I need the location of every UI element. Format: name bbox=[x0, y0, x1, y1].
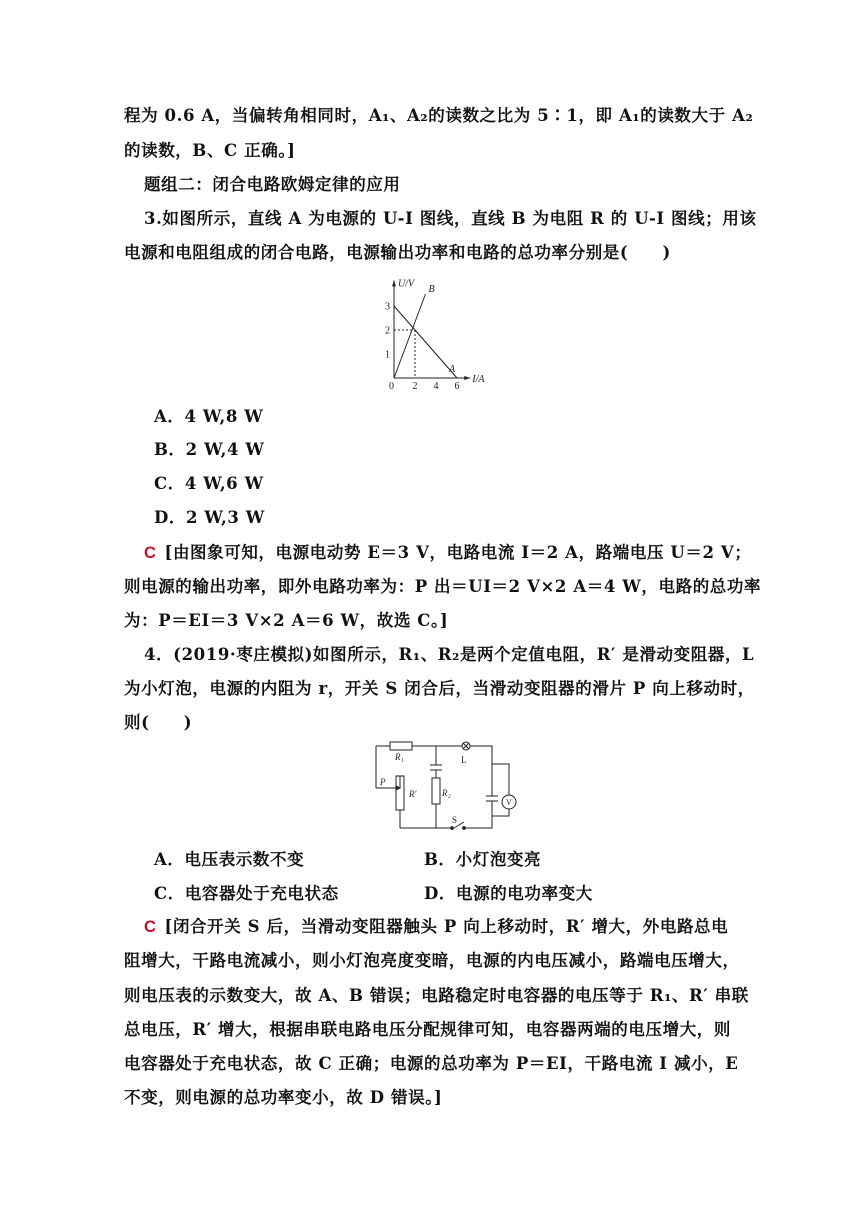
question-3-stem: 3.如图所示，直线 A 为电源的 U-I 图线，直线 B 为电阻 R 的 U-I 图线；用该 bbox=[144, 209, 757, 228]
label-lamp: L bbox=[461, 755, 467, 765]
explanation-line: 则电源的输出功率，即外电路功率为：P 出＝UI＝2 V×2 A＝4 W，电路的总功率 bbox=[124, 577, 762, 596]
y-tick-label: 1 bbox=[385, 349, 390, 361]
question-3-stem: 电源和电阻组成的闭合电路，电源输出功率和电路的总功率分别是( ) bbox=[124, 243, 671, 262]
question-4-stem: 4．(2019·枣庄模拟)如图所示，R₁、R₂是两个定值电阻，R′ 是滑动变阻器，L bbox=[144, 645, 755, 664]
slider-arrow bbox=[396, 786, 400, 790]
explanation-line: 则电压表的示数变大，故 A、B 错误；电路稳定时电容器的电压等于 R₁、R′ 串联 bbox=[124, 986, 749, 1005]
y-axis-label: U/V bbox=[398, 278, 415, 290]
series-label-b: B bbox=[428, 284, 435, 295]
label-switch: S bbox=[452, 815, 458, 825]
ui-graph bbox=[376, 272, 516, 392]
x-tick-label: 4 bbox=[433, 381, 439, 392]
x-tick-label: 2 bbox=[412, 381, 418, 392]
explanation-line: 阻增大，干路电流减小，则小灯泡亮度变暗，电源的内电压减小，路端电压增大， bbox=[124, 951, 740, 970]
x-tick-label: 6 bbox=[454, 381, 460, 392]
explanation-line bbox=[144, 915, 764, 939]
option-c: C．电容器处于充电状态 bbox=[154, 884, 339, 903]
y-tick-label: 3 bbox=[385, 301, 390, 313]
label-p: P bbox=[380, 777, 386, 787]
option-b: B．小灯泡变亮 bbox=[424, 850, 542, 869]
section-title: 题组二：闭合电路欧姆定律的应用 bbox=[144, 175, 401, 194]
x-tick-label: 0 bbox=[389, 381, 394, 392]
option-c: C．4 W,6 W bbox=[154, 474, 264, 493]
option-a: A．电压表示数不变 bbox=[154, 850, 305, 869]
option-a: A．4 W,8 W bbox=[154, 407, 264, 426]
answer-badge: C bbox=[144, 918, 157, 936]
explanation-line bbox=[144, 541, 764, 565]
circuit-diagram bbox=[366, 738, 526, 838]
resistor-r2 bbox=[432, 778, 440, 804]
y-tick-label: 2 bbox=[385, 325, 390, 337]
option-b: B．2 W,4 W bbox=[154, 440, 265, 459]
x-axis-arrow bbox=[464, 376, 470, 380]
label-voltmeter: V bbox=[506, 798, 512, 807]
explanation-line: 电容器处于充电状态，故 C 正确；电源的总功率为 P＝EI，干路电流 I 减小，E bbox=[124, 1054, 739, 1073]
explanation-line: 不变，则电源的总功率变小，故 D 错误。] bbox=[124, 1088, 443, 1107]
y-axis-arrow bbox=[392, 280, 396, 286]
explanation-text: [闭合开关 S 后，当滑动变阻器触头 P 向上移动时，R′ 增大，外电路总电 bbox=[164, 917, 729, 936]
explanation-text: [由图象可知，电源电动势 E＝3 V，电路电流 I＝2 A，路端电压 U＝2 V； bbox=[164, 543, 752, 562]
option-d: D．2 W,3 W bbox=[154, 508, 265, 527]
series-line-a bbox=[394, 306, 457, 378]
question-4-stem: 则( ) bbox=[124, 713, 193, 732]
explanation-line: 为：P＝EI＝3 V×2 A＝6 W，故选 C。] bbox=[124, 611, 449, 630]
question-4-stem: 为小灯泡，电源的内阻为 r，开关 S 闭合后，当滑动变阻器的滑片 P 向上移动时， bbox=[124, 679, 755, 698]
x-axis-label: I/A bbox=[472, 374, 485, 385]
explanation-line: 总电压，R′ 增大，根据串联电路电压分配规律可知，电容器两端的电压增大，则 bbox=[124, 1020, 732, 1039]
series-label-a: A bbox=[449, 364, 456, 375]
label-r2: R₂ bbox=[442, 788, 451, 798]
resistor-r1 bbox=[390, 742, 412, 750]
text-line: 的读数，B、C 正确。] bbox=[124, 141, 296, 160]
answer-badge: C bbox=[144, 544, 157, 562]
text-line: 程为 0.6 A，当偏转角相同时，A₁、A₂的读数之比为 5∶1，即 A₁的读数大于 A₂ bbox=[124, 106, 754, 125]
label-rprime: R′ bbox=[409, 789, 417, 799]
option-d: D．电源的电功率变大 bbox=[424, 884, 593, 903]
label-r1: R₁ bbox=[395, 752, 404, 762]
